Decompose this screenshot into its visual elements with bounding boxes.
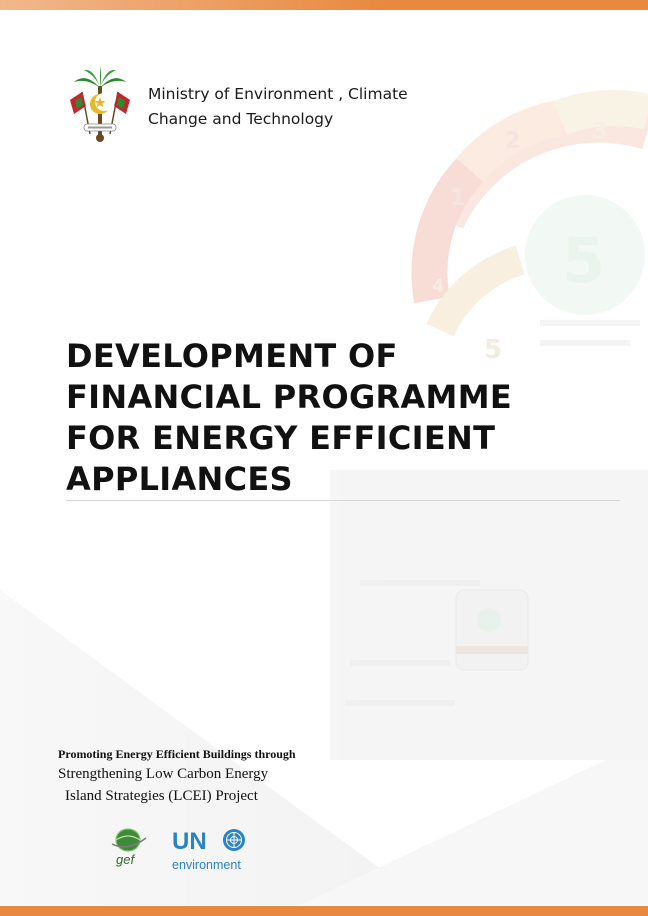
svg-text:5: 5 — [484, 335, 503, 365]
title-line-2: FINANCIAL PROGRAMME — [66, 378, 512, 416]
project-line-1: Promoting Energy Efficient Buildings through — [58, 747, 296, 761]
gef-logo — [108, 826, 148, 872]
title-line-1: DEVELOPMENT OF — [66, 337, 398, 375]
project-statement — [58, 745, 296, 807]
un-environment-logo — [172, 828, 282, 874]
un-logo-subtext: environment — [172, 858, 241, 872]
document-title — [66, 336, 566, 500]
ministry-line-2: Change and Technology — [148, 110, 334, 128]
title-line-4: APPLIANCES — [66, 460, 293, 498]
title-line-3: FOR ENERGY EFFICIENT — [66, 419, 496, 457]
ministry-name — [148, 82, 408, 132]
svg-text:4: 4 — [432, 276, 445, 297]
un-emblem-icon — [222, 828, 246, 852]
bottom-accent-bar — [0, 906, 648, 916]
title-divider — [66, 500, 620, 501]
svg-text:2: 2 — [505, 129, 521, 154]
header — [64, 66, 584, 148]
gef-logo-text: gef — [116, 852, 135, 867]
svg-text:1: 1 — [450, 186, 466, 211]
svg-text:5: 5 — [562, 224, 606, 297]
ministry-line-1: Ministry of Environment , Climate — [148, 85, 408, 103]
project-line-3: Island Strategies (LCEI) Project — [65, 788, 258, 804]
partner-logos — [108, 826, 288, 876]
project-line-2: Strengthening Low Carbon Energy — [58, 766, 269, 782]
un-logo-text: UN — [172, 828, 207, 855]
svg-text:3: 3 — [592, 119, 608, 144]
maldives-emblem-icon — [64, 66, 136, 146]
